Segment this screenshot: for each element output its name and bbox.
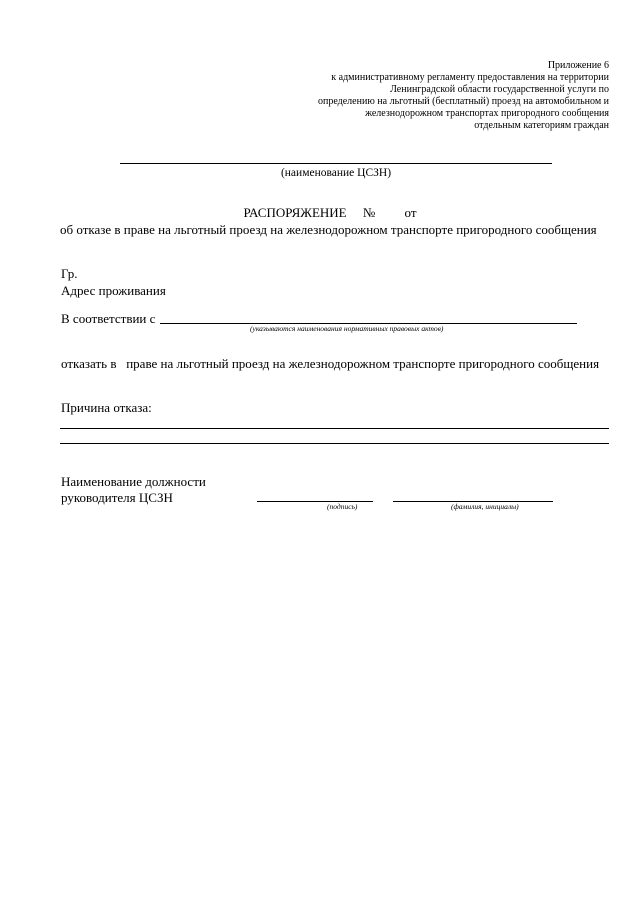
order-subject: об отказе в праве на льготный проезд на железнодорожном транспорте пригородного сообщения — [60, 222, 597, 237]
decision-text: отказать в праве на льготный проезд на железнодорожном транспорте пригородного сообщения — [61, 356, 600, 371]
basis-label: В соответствии с — [61, 311, 156, 326]
position-title-line2: руководителя ЦСЗН — [61, 490, 173, 505]
appendix-line: железнодорожном транспортах пригородного сообщения — [365, 108, 609, 119]
appendix-header — [279, 60, 609, 132]
appendix-line: определению на льготный (бесплатный) проезд на автомобильном и — [318, 96, 609, 107]
org-name-caption: (наименование ЦСЗН) — [280, 167, 392, 179]
appendix-line: Приложение 6 — [547, 60, 609, 71]
basis-caption: (указываются наименования нормативных правовых актов) — [250, 324, 444, 333]
reason-line-1 — [60, 428, 609, 429]
appendix-line: Ленинградской области государственной услуги по — [390, 84, 609, 95]
appendix-line: к административному регламенту предоставления на территории — [331, 72, 609, 83]
reason-label: Причина отказа: — [61, 400, 152, 415]
org-name-line — [120, 163, 552, 164]
citizen-address-label: Адрес проживания — [61, 283, 166, 298]
order-title: РАСПОРЯЖЕНИЕ № от — [243, 205, 417, 220]
appendix-line: отдельным категориям граждан — [474, 120, 609, 131]
reason-line-2 — [60, 443, 609, 444]
signature-caption: (подпись) — [327, 502, 358, 511]
citizen-name-label: Гр. — [61, 266, 78, 281]
name-caption: (фамилия, инициалы) — [451, 502, 519, 511]
position-title-line1: Наименование должности — [61, 474, 206, 489]
